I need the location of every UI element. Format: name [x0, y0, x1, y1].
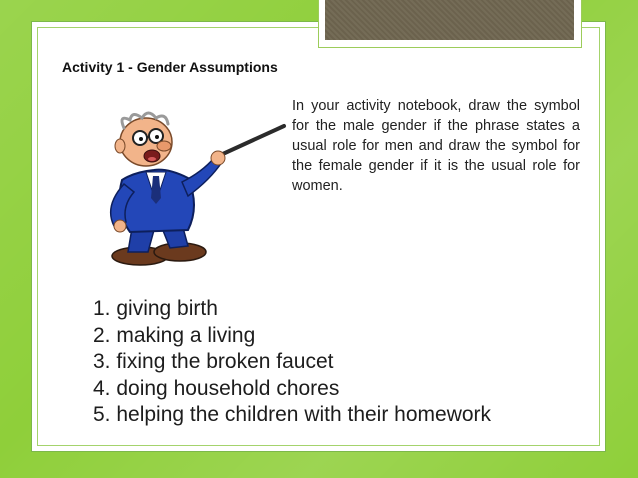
- list-item: 1. giving birth: [93, 297, 218, 320]
- activity-list: [93, 296, 491, 429]
- list-item: 4. doing household chores: [93, 376, 340, 400]
- instructions-text: In your activity notebook, draw the symbol for the male gender if the phrase states a usual role for men and draw the symbol for the female gender if it is the usual role for women.: [292, 98, 580, 194]
- list-item: 5. helping the children with their homework: [93, 403, 492, 426]
- pointer-stick: [214, 126, 284, 158]
- pointing-hand: [211, 151, 225, 165]
- activity-heading: Activity 1 - Gender Assumptions: [62, 59, 278, 75]
- list-item: 2. making a living: [93, 323, 256, 347]
- list-item: 3. fixing the broken faucet: [93, 350, 334, 373]
- title-bar: [325, 0, 574, 40]
- teacher-illustration: [84, 110, 290, 280]
